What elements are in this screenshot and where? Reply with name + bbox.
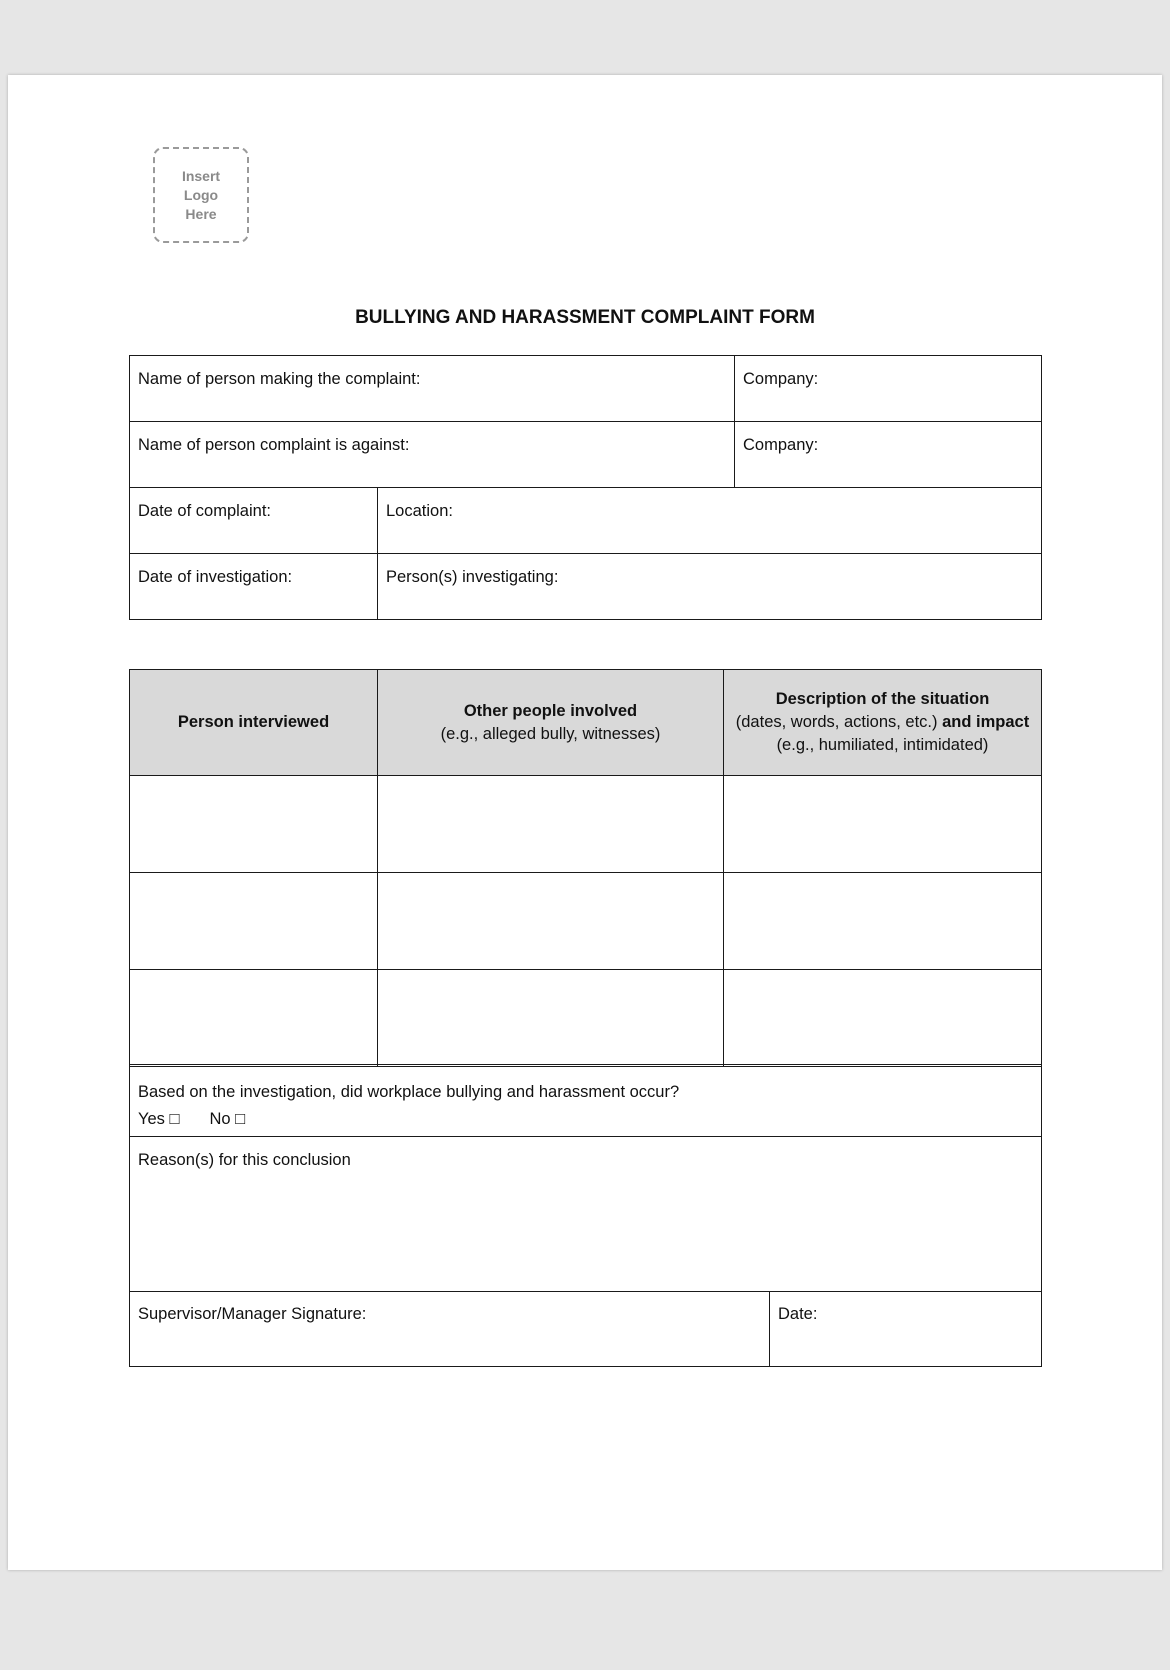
no-checkbox[interactable]: No □ (209, 1110, 246, 1128)
table-row (130, 970, 1042, 1067)
table-row (130, 873, 1042, 970)
interview-header-row (130, 670, 1042, 776)
interview-table (129, 669, 1042, 1067)
complainant-row (130, 356, 1042, 422)
persons-investigating-field[interactable]: Person(s) investigating: (378, 554, 1042, 620)
yes-no-options (138, 1106, 1033, 1133)
interview-cell[interactable] (378, 776, 724, 873)
logo-text-line2: Logo (183, 186, 219, 203)
signature-date-field[interactable]: Date: (770, 1292, 1042, 1367)
header-other-people: Other people involved (e.g., alleged bully, witnesses) (378, 670, 724, 776)
investigation-row (130, 554, 1042, 620)
date-of-investigation-field[interactable]: Date of investigation: (130, 554, 378, 620)
reasons-row (130, 1137, 1042, 1292)
yes-checkbox[interactable]: Yes □ (138, 1110, 180, 1128)
reasons-field[interactable]: Reason(s) for this conclusion (130, 1137, 1042, 1292)
conclusion-question-cell (130, 1065, 1042, 1137)
complaint-date-row (130, 488, 1042, 554)
signature-row (130, 1292, 1042, 1367)
interview-cell[interactable] (724, 970, 1042, 1067)
interview-cell[interactable] (130, 873, 378, 970)
conclusion-question: Based on the investigation, did workplace bullying and harassment occur? (138, 1083, 680, 1101)
interview-cell[interactable] (378, 873, 724, 970)
header-description: Description of the situation (dates, words, actions, etc.) and impact (e.g., humiliated, intimidated) (724, 670, 1042, 776)
interview-cell[interactable] (724, 776, 1042, 873)
logo-placeholder (153, 147, 249, 243)
complaint-details-table (129, 355, 1042, 620)
respondent-row (130, 422, 1042, 488)
header-person-interviewed: Person interviewed (130, 670, 378, 776)
signature-field[interactable]: Supervisor/Manager Signature: (130, 1292, 770, 1367)
table-row (130, 776, 1042, 873)
form-title: BULLYING AND HARASSMENT COMPLAINT FORM (355, 307, 815, 328)
respondent-company-field[interactable]: Company: (735, 422, 1042, 488)
interview-cell[interactable] (724, 873, 1042, 970)
logo-text-line3: Here (185, 205, 217, 222)
conclusion-table (129, 1064, 1042, 1367)
respondent-name-field[interactable]: Name of person complaint is against: (130, 422, 735, 488)
interview-cell[interactable] (130, 970, 378, 1067)
complainant-name-field[interactable]: Name of person making the complaint: (130, 356, 735, 422)
interview-cell[interactable] (378, 970, 724, 1067)
location-field[interactable]: Location: (378, 488, 1042, 554)
document-page (8, 75, 1162, 1570)
logo-text-line1: Insert (181, 167, 221, 184)
interview-cell[interactable] (130, 776, 378, 873)
complainant-company-field[interactable]: Company: (735, 356, 1042, 422)
date-of-complaint-field[interactable]: Date of complaint: (130, 488, 378, 554)
conclusion-question-row (130, 1065, 1042, 1137)
